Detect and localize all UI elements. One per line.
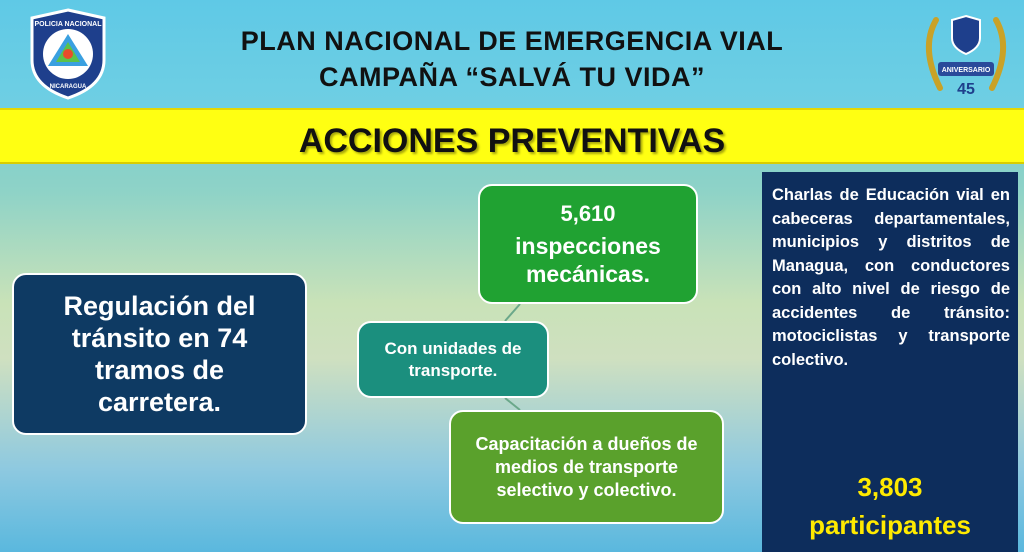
right-logo-text: ANIVERSARIO <box>941 67 991 74</box>
right-logo-number: 45 <box>957 81 975 98</box>
section-banner <box>0 108 1024 164</box>
aniversario-logo <box>914 8 1018 102</box>
capacitacion-text: Capacitación a dueños de medios de transporte selectivo y colectivo. <box>475 433 698 500</box>
regulacion-box <box>12 273 307 435</box>
unidades-box <box>357 321 549 398</box>
charlas-panel <box>762 172 1018 552</box>
charlas-text: Charlas de Educación vial en cabeceras departamentales, municipios y distritos de Managua, con conductores con alto nivel de riesgo de accidentes de tránsito: motociclistas y transporte colectivo. <box>772 186 1010 369</box>
inspecciones-number: 5,610 <box>560 201 616 226</box>
banner-title: ACCIONES PREVENTIVAS <box>298 122 726 160</box>
inspecciones-box <box>478 184 698 304</box>
capacitacion-box <box>449 410 724 524</box>
participantes-count: 3,803 <box>857 472 923 502</box>
page-title-line2: CAMPAÑA “SALVÁ TU VIDA” <box>319 62 705 92</box>
participantes-label: participantes <box>809 510 971 540</box>
inspecciones-text: inspecciones mecánicas. <box>515 233 661 287</box>
left-logo-text-top: POLICIA NACIONAL <box>34 21 102 28</box>
unidades-text: Con unidades de transporte. <box>384 338 522 380</box>
left-logo-text-bottom: NICARAGUA <box>49 84 87 90</box>
regulacion-text: Regulación del tránsito en 74 tramos de carretera. <box>63 291 256 417</box>
page-title-line1: PLAN NACIONAL DE EMERGENCIA VIAL <box>240 26 784 56</box>
